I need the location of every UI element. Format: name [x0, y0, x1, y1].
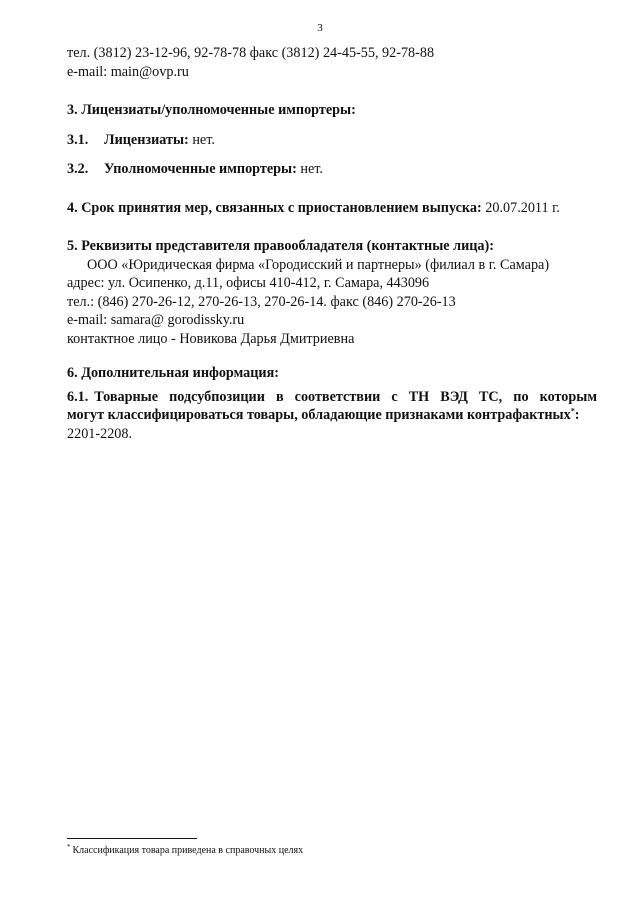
section-3-2-number: 3.2. [67, 161, 89, 177]
section-6-1-line-1 [67, 388, 597, 407]
header-email: e-mail: main@ovp.ru [67, 63, 189, 80]
section-5-company: ООО «Юридическая фирма «Городисский и партнеры» (филиал в г. Самара) [87, 256, 550, 273]
section-3-1-number: 3.1. [67, 131, 89, 148]
section-5-email: e-mail: samara@ gorodissky.ru [67, 312, 245, 328]
section-4-label: 4. Срок принятия мер, связанных с приостановлением выпуска: [67, 199, 482, 216]
section-6-1-number: 6.1. [67, 388, 89, 405]
section-3-2 [67, 160, 597, 179]
header-phones: тел. (3812) 23-12-96, 92-78-78 факс (3812) 24-45-55, 92-78-88 [67, 45, 435, 61]
section-5-phones: тел.: (846) 270-26-12, 270-26-13, 270-26-14. факс (846) 270-26-13 [67, 293, 456, 310]
section-6-1-colon: : [574, 407, 580, 423]
document-body [67, 44, 597, 443]
section-3-1 [67, 131, 597, 150]
section-3-2-value: нет. [296, 161, 323, 177]
section-6-1-text-1: Товарные подсубпозиции в соответствии с ТН ВЭД ТС, по которым [94, 388, 597, 405]
section-5-address: адрес: ул. Осипенко, д.11, офисы 410-412, г. Самара, 443096 [67, 275, 430, 291]
footnote-text: Классификация товара приведена в справочных целях [72, 845, 304, 856]
page-number: 3 [317, 22, 323, 34]
section-3-heading: 3. Лицензиаты/уполномоченные импортеры: [67, 102, 356, 118]
footnote [67, 842, 304, 857]
footnote-reference: * [570, 406, 575, 416]
section-4-value: 20.07.2011 г. [481, 199, 560, 216]
section-3-1-value: нет. [188, 131, 215, 148]
section-6-1-codes: 2201-2208. [67, 425, 133, 442]
footnote-mark: * [67, 842, 71, 851]
footnote-divider [67, 838, 197, 839]
section-6-1-line-2 [67, 406, 597, 425]
section-4 [67, 199, 597, 218]
section-3-1-label: Лицензиаты: [104, 131, 189, 148]
section-3-2-label: Уполномоченные импортеры: [104, 161, 297, 177]
section-6-heading: 6. Дополнительная информация: [67, 365, 279, 381]
section-5-heading: 5. Реквизиты представителя правообладателя (контактные лица): [67, 238, 494, 254]
section-5-contact: контактное лицо - Новикова Дарья Дмитриевна [67, 330, 355, 347]
section-6-1-text-2: могут классифицироваться товары, обладающие признаками контрафактных [67, 407, 571, 423]
